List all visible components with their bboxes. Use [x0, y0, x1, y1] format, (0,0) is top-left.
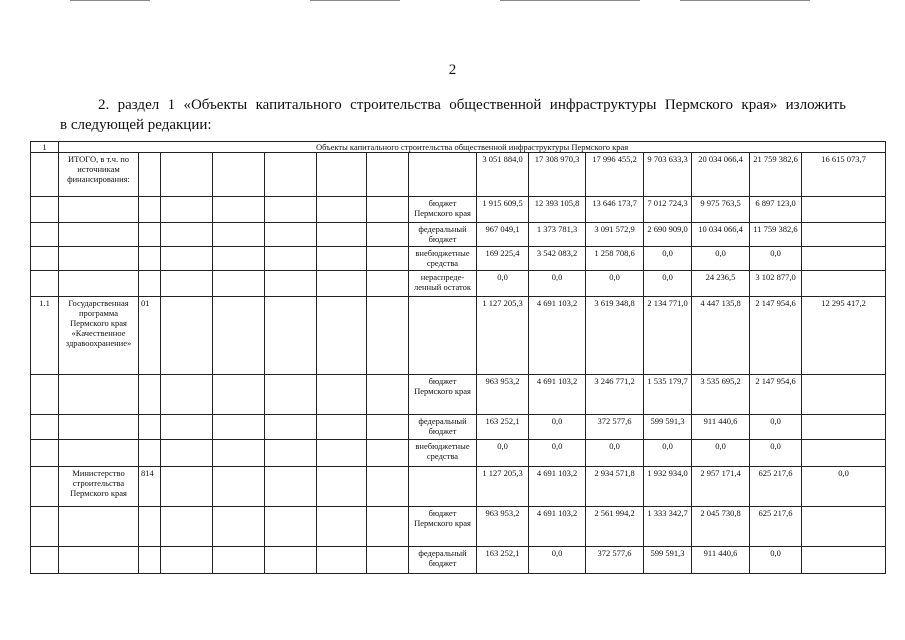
empty-cell — [367, 247, 409, 271]
table-row — [31, 440, 886, 467]
intro-line-2: в следующей редакции: — [60, 117, 212, 133]
empty-cell — [265, 223, 317, 247]
row-number-cell — [31, 223, 59, 247]
value-cell — [802, 197, 886, 223]
value-cell: 0,0 — [750, 547, 802, 574]
value-cell: 2 957 171,4 — [692, 467, 750, 507]
row-number-cell — [31, 271, 59, 297]
empty-cell — [317, 297, 367, 375]
empty-cell — [317, 271, 367, 297]
value-cell: 4 691 103,2 — [529, 375, 586, 415]
table-row — [31, 415, 886, 440]
value-cell: 2 690 909,0 — [644, 223, 692, 247]
table-row — [31, 271, 886, 297]
row-code-cell — [139, 375, 161, 415]
row-number-cell — [31, 197, 59, 223]
value-cell: 13 646 173,7 — [586, 197, 644, 223]
row-code-cell — [139, 197, 161, 223]
empty-cell — [367, 153, 409, 197]
table-row — [31, 547, 886, 574]
empty-cell — [161, 297, 213, 375]
row-number-cell — [31, 440, 59, 467]
empty-cell — [317, 415, 367, 440]
empty-cell — [213, 415, 265, 440]
row-number-cell — [31, 375, 59, 415]
row-name-cell — [59, 197, 139, 223]
empty-cell — [213, 247, 265, 271]
empty-cell — [367, 271, 409, 297]
funding-source-cell: федеральный бюджет — [409, 415, 477, 440]
value-cell: 967 049,1 — [477, 223, 529, 247]
empty-cell — [213, 547, 265, 574]
value-cell — [802, 247, 886, 271]
value-cell — [802, 507, 886, 547]
row-name-cell: Министерство строительства Пермского края — [59, 467, 139, 507]
empty-cell — [317, 247, 367, 271]
empty-cell — [265, 547, 317, 574]
table-row — [31, 297, 886, 375]
value-cell: 0,0 — [802, 467, 886, 507]
empty-cell — [213, 467, 265, 507]
row-name-cell — [59, 415, 139, 440]
value-cell: 1 333 342,7 — [644, 507, 692, 547]
value-cell: 0,0 — [644, 247, 692, 271]
value-cell: 2 134 771,0 — [644, 297, 692, 375]
value-cell: 1 258 708,6 — [586, 247, 644, 271]
table-row — [31, 223, 886, 247]
value-cell: 9 703 633,3 — [644, 153, 692, 197]
row-code-cell — [139, 547, 161, 574]
value-cell: 625 217,6 — [750, 507, 802, 547]
empty-cell — [317, 507, 367, 547]
value-cell: 0,0 — [644, 271, 692, 297]
empty-cell — [161, 247, 213, 271]
empty-cell — [265, 271, 317, 297]
empty-cell — [161, 223, 213, 247]
row-code-cell: 01 — [139, 297, 161, 375]
value-cell: 4 691 103,2 — [529, 467, 586, 507]
row-code-cell — [139, 415, 161, 440]
row-name-cell — [59, 507, 139, 547]
empty-cell — [213, 271, 265, 297]
value-cell: 3 619 348,8 — [586, 297, 644, 375]
empty-cell — [161, 547, 213, 574]
value-cell: 372 577,6 — [586, 415, 644, 440]
value-cell: 0,0 — [529, 271, 586, 297]
row-name-cell — [59, 223, 139, 247]
funding-source-cell: нераспреде-ленный остаток — [409, 271, 477, 297]
header-title: Объекты капитального строительства общественной инфраструктуры Пермского края — [59, 142, 886, 153]
table-row — [31, 247, 886, 271]
value-cell: 11 759 382,6 — [750, 223, 802, 247]
empty-cell — [317, 197, 367, 223]
row-name-cell — [59, 440, 139, 467]
empty-cell — [265, 375, 317, 415]
table-row — [31, 507, 886, 547]
row-name-cell: ИТОГО, в т.ч. по источникам финансирования: — [59, 153, 139, 197]
empty-cell — [317, 223, 367, 247]
empty-cell — [161, 415, 213, 440]
empty-cell — [213, 197, 265, 223]
value-cell: 20 034 066,4 — [692, 153, 750, 197]
value-cell: 3 246 771,2 — [586, 375, 644, 415]
value-cell: 963 953,2 — [477, 507, 529, 547]
funding-source-cell: федеральный бюджет — [409, 223, 477, 247]
funding-source-cell — [409, 153, 477, 197]
value-cell: 599 591,3 — [644, 415, 692, 440]
empty-cell — [367, 297, 409, 375]
value-cell: 1 373 781,3 — [529, 223, 586, 247]
value-cell: 163 252,1 — [477, 547, 529, 574]
empty-cell — [317, 547, 367, 574]
row-name-cell — [59, 375, 139, 415]
empty-cell — [161, 197, 213, 223]
value-cell: 963 953,2 — [477, 375, 529, 415]
empty-cell — [367, 415, 409, 440]
table-row — [31, 467, 886, 507]
row-name-cell — [59, 247, 139, 271]
value-cell: 16 615 073,7 — [802, 153, 886, 197]
value-cell: 911 440,6 — [692, 547, 750, 574]
funding-source-cell: внебюджетные средства — [409, 440, 477, 467]
value-cell — [802, 223, 886, 247]
value-cell: 163 252,1 — [477, 415, 529, 440]
value-cell: 0,0 — [750, 415, 802, 440]
empty-cell — [317, 153, 367, 197]
value-cell: 4 691 103,2 — [529, 297, 586, 375]
empty-cell — [265, 247, 317, 271]
empty-cell — [367, 547, 409, 574]
value-cell: 9 975 763,5 — [692, 197, 750, 223]
empty-cell — [367, 375, 409, 415]
value-cell: 1 127 205,3 — [477, 297, 529, 375]
row-code-cell — [139, 507, 161, 547]
value-cell: 625 217,6 — [750, 467, 802, 507]
value-cell: 169 225,4 — [477, 247, 529, 271]
table-row — [31, 197, 886, 223]
empty-cell — [367, 467, 409, 507]
intro-line-1: 2. раздел 1 «Объекты капитального строительства общественной инфраструктуры Пермского края» изложить — [98, 97, 846, 113]
funding-source-cell — [409, 467, 477, 507]
row-number-cell — [31, 415, 59, 440]
value-cell — [802, 375, 886, 415]
value-cell: 2 045 730,8 — [692, 507, 750, 547]
value-cell: 1 932 934,0 — [644, 467, 692, 507]
funding-source-cell: федеральный бюджет — [409, 547, 477, 574]
empty-cell — [213, 375, 265, 415]
value-cell: 7 012 724,3 — [644, 197, 692, 223]
value-cell: 0,0 — [477, 440, 529, 467]
empty-cell — [161, 375, 213, 415]
value-cell: 0,0 — [750, 440, 802, 467]
value-cell: 2 147 954,6 — [750, 375, 802, 415]
empty-cell — [161, 467, 213, 507]
value-cell — [802, 440, 886, 467]
value-cell: 372 577,6 — [586, 547, 644, 574]
empty-cell — [161, 507, 213, 547]
table-header-row — [31, 142, 886, 153]
value-cell: 4 447 135,8 — [692, 297, 750, 375]
row-code-cell — [139, 153, 161, 197]
funding-source-cell: бюджет Пермского края — [409, 197, 477, 223]
empty-cell — [213, 507, 265, 547]
value-cell: 12 393 105,8 — [529, 197, 586, 223]
empty-cell — [161, 153, 213, 197]
value-cell: 2 561 994,2 — [586, 507, 644, 547]
value-cell: 0,0 — [750, 247, 802, 271]
row-name-cell: Государственная программа Пермского края «Качественное здравоохранение» — [59, 297, 139, 375]
empty-cell — [367, 197, 409, 223]
value-cell: 2 934 571,8 — [586, 467, 644, 507]
table-row — [31, 375, 886, 415]
page-number: 2 — [448, 62, 457, 78]
intro-paragraph — [60, 95, 846, 135]
empty-cell — [317, 467, 367, 507]
row-code-cell — [139, 223, 161, 247]
value-cell: 3 091 572,9 — [586, 223, 644, 247]
value-cell — [802, 547, 886, 574]
row-code-cell: 814 — [139, 467, 161, 507]
empty-cell — [265, 297, 317, 375]
value-cell: 0,0 — [692, 440, 750, 467]
row-number-cell — [31, 467, 59, 507]
empty-cell — [213, 223, 265, 247]
value-cell: 3 535 695,2 — [692, 375, 750, 415]
value-cell: 3 051 884,0 — [477, 153, 529, 197]
value-cell: 0,0 — [529, 547, 586, 574]
value-cell: 3 102 877,0 — [750, 271, 802, 297]
header-number: 1 — [31, 142, 59, 153]
row-number-cell — [31, 247, 59, 271]
value-cell: 1 535 179,7 — [644, 375, 692, 415]
empty-cell — [265, 153, 317, 197]
empty-cell — [265, 507, 317, 547]
empty-cell — [317, 375, 367, 415]
value-cell: 17 308 970,3 — [529, 153, 586, 197]
funding-source-cell: бюджет Пермского края — [409, 375, 477, 415]
funding-source-cell: бюджет Пермского края — [409, 507, 477, 547]
value-cell: 3 542 083,2 — [529, 247, 586, 271]
value-cell: 17 996 455,2 — [586, 153, 644, 197]
value-cell: 21 759 382,6 — [750, 153, 802, 197]
value-cell: 10 034 066,4 — [692, 223, 750, 247]
empty-cell — [213, 297, 265, 375]
empty-cell — [161, 440, 213, 467]
value-cell: 0,0 — [529, 415, 586, 440]
value-cell: 0,0 — [586, 271, 644, 297]
row-name-cell — [59, 271, 139, 297]
value-cell: 1 915 609,5 — [477, 197, 529, 223]
empty-cell — [213, 153, 265, 197]
value-cell: 24 236,5 — [692, 271, 750, 297]
value-cell: 1 127 205,3 — [477, 467, 529, 507]
value-cell: 12 295 417,2 — [802, 297, 886, 375]
row-number-cell: 1.1 — [31, 297, 59, 375]
value-cell: 0,0 — [477, 271, 529, 297]
value-cell — [802, 415, 886, 440]
table-row — [31, 153, 886, 197]
empty-cell — [213, 440, 265, 467]
value-cell: 0,0 — [692, 247, 750, 271]
capital-construction-table — [30, 141, 886, 574]
empty-cell — [265, 440, 317, 467]
value-cell: 0,0 — [529, 440, 586, 467]
empty-cell — [367, 507, 409, 547]
value-cell: 2 147 954,6 — [750, 297, 802, 375]
value-cell — [802, 271, 886, 297]
value-cell: 0,0 — [644, 440, 692, 467]
value-cell: 0,0 — [586, 440, 644, 467]
value-cell: 911 440,6 — [692, 415, 750, 440]
empty-cell — [317, 440, 367, 467]
empty-cell — [265, 467, 317, 507]
funding-source-cell: внебюджетные средства — [409, 247, 477, 271]
row-code-cell — [139, 271, 161, 297]
row-code-cell — [139, 440, 161, 467]
empty-cell — [367, 223, 409, 247]
row-number-cell — [31, 547, 59, 574]
value-cell: 6 897 123,0 — [750, 197, 802, 223]
empty-cell — [265, 197, 317, 223]
row-number-cell — [31, 507, 59, 547]
funding-source-cell — [409, 297, 477, 375]
empty-cell — [265, 415, 317, 440]
empty-cell — [367, 440, 409, 467]
row-code-cell — [139, 247, 161, 271]
row-number-cell — [31, 153, 59, 197]
empty-cell — [161, 271, 213, 297]
row-name-cell — [59, 547, 139, 574]
value-cell: 599 591,3 — [644, 547, 692, 574]
value-cell: 4 691 103,2 — [529, 507, 586, 547]
